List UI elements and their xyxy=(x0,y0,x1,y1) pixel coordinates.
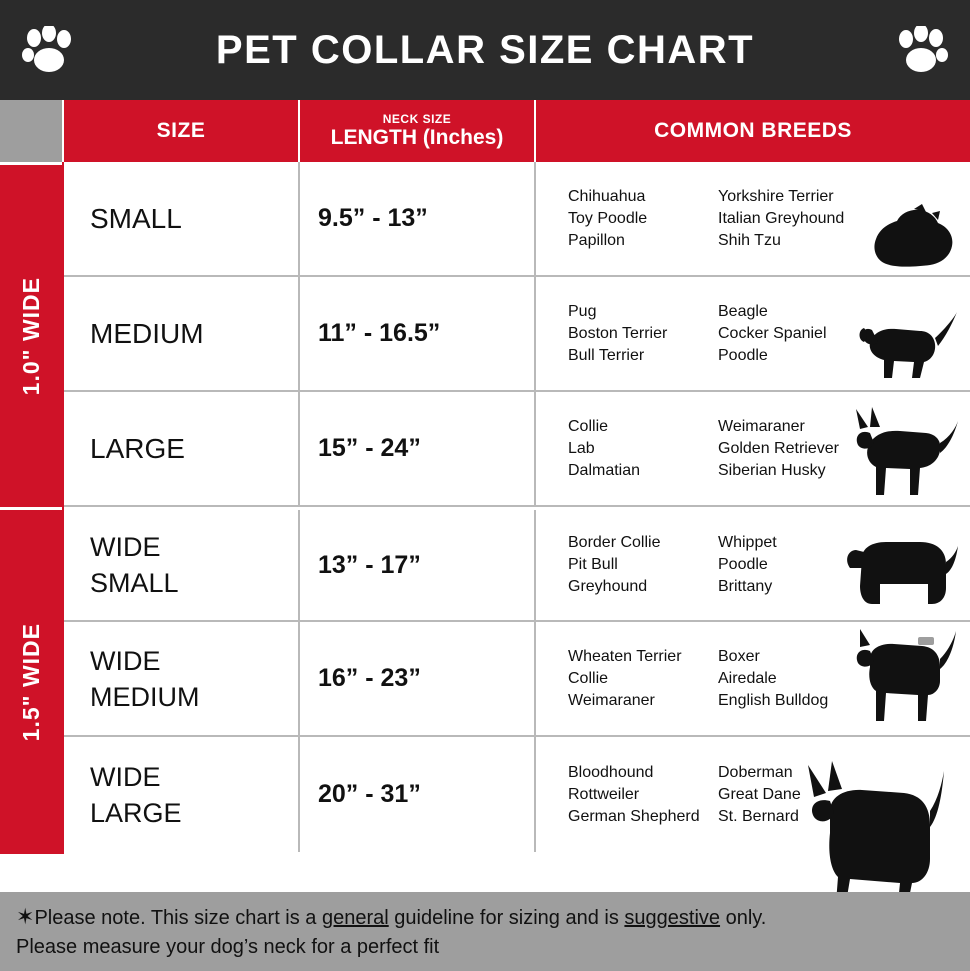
cell-length: 16” - 23” xyxy=(300,622,536,735)
footer-text-e: only. xyxy=(720,907,767,929)
cell-breeds xyxy=(536,392,970,505)
size-label: WIDE xyxy=(90,532,161,562)
column-header-breeds: COMMON BREEDS xyxy=(534,100,970,162)
breed-name: Italian Greyhound xyxy=(718,209,845,227)
breed-name: Poodle xyxy=(718,556,768,573)
size-label: WIDE xyxy=(90,761,161,792)
chart-header xyxy=(0,0,970,100)
breed-name: Yorkshire Terrier xyxy=(718,187,834,205)
cell-size xyxy=(64,392,300,505)
breed-name: Chihuahua xyxy=(568,187,646,205)
asterisk-icon: ✶ xyxy=(16,904,35,929)
breed-name: Bull Terrier xyxy=(568,346,645,364)
breed-column-left xyxy=(568,762,718,828)
breed-name: Golden Retriever xyxy=(718,439,839,457)
breed-name: Weimaraner xyxy=(568,691,655,709)
cell-length: 9.5” - 13” xyxy=(300,162,536,275)
size-label: WIDE xyxy=(90,645,161,676)
pomeranian-silhouette xyxy=(870,203,960,273)
cell-length: 11” - 16.5” xyxy=(300,277,536,390)
breed-name: Doberman xyxy=(718,763,793,781)
paw-print-icon xyxy=(22,26,76,74)
breed-name: Boston Terrier xyxy=(568,324,668,342)
size-label: LARGE xyxy=(90,432,185,464)
column-header-length-main: LENGTH (Inches) xyxy=(330,125,504,149)
breed-name: Greyhound xyxy=(568,578,648,595)
table-row xyxy=(64,392,970,507)
size-label: MEDIUM xyxy=(90,317,204,349)
breed-column-left xyxy=(568,301,718,367)
cell-length: 13” - 17” xyxy=(300,510,536,620)
breed-column-right xyxy=(718,646,868,712)
footer-note xyxy=(0,892,970,971)
cell-size xyxy=(64,622,300,735)
breed-name: Pit Bull xyxy=(568,556,618,573)
cell-size xyxy=(64,277,300,390)
cell-breeds xyxy=(536,510,970,620)
doberman-silhouette xyxy=(786,755,946,905)
breed-name: St. Bernard xyxy=(718,807,799,825)
breed-name: Siberian Husky xyxy=(718,461,826,479)
breed-name: Collie xyxy=(568,417,609,435)
breed-name: Cocker Spaniel xyxy=(718,324,827,342)
footer-text-c: guideline for sizing and is xyxy=(388,907,625,929)
breed-name: Shih Tzu xyxy=(718,231,781,249)
cell-length: 15” - 24” xyxy=(300,392,536,505)
breed-name: Collie xyxy=(568,669,609,687)
footer-line-2: Please measure your dog’s neck for a perfect fit xyxy=(16,936,440,958)
breed-column-right xyxy=(718,301,868,367)
footer-text-suggestive: suggestive xyxy=(624,907,721,929)
paw-print-icon xyxy=(894,26,948,74)
cell-size xyxy=(64,162,300,275)
footer-line-1 xyxy=(16,902,954,933)
page-title: PET COLLAR SIZE CHART xyxy=(215,27,755,72)
breed-name: Bloodhound xyxy=(568,763,654,781)
table-body xyxy=(0,162,970,854)
breed-name: Papillon xyxy=(568,231,625,249)
breed-column-left xyxy=(568,416,718,482)
column-header-length-caption: NECK SIZE xyxy=(382,111,452,126)
breed-name: Lab xyxy=(568,439,595,457)
width-group-label-1-inch-text: 1.0" WIDE xyxy=(17,276,44,396)
breed-column-right xyxy=(718,532,868,598)
width-group-label-1-5-inch xyxy=(0,507,62,854)
cell-length: 20” - 31” xyxy=(300,737,536,852)
size-table xyxy=(0,100,970,854)
table-row xyxy=(64,507,970,622)
breed-name: English Bulldog xyxy=(718,691,829,709)
cell-breeds xyxy=(536,162,970,275)
breed-column-left xyxy=(568,532,718,598)
breed-name: Beagle xyxy=(718,302,768,320)
table-row xyxy=(64,277,970,392)
breed-name: Brittany xyxy=(718,578,773,595)
breed-name: Airedale xyxy=(718,669,777,687)
breed-name: Boxer xyxy=(718,647,760,665)
breed-name: Weimaraner xyxy=(718,417,805,435)
footer-text-general: general xyxy=(322,907,389,929)
breed-column-right xyxy=(718,186,868,252)
size-label-line2: MEDIUM xyxy=(90,681,200,712)
size-label-line2: LARGE xyxy=(90,797,182,828)
table-row xyxy=(64,162,970,277)
table-header-corner xyxy=(0,100,62,162)
breed-name: Whippet xyxy=(718,534,777,551)
table-rows xyxy=(62,162,970,854)
breed-column-left xyxy=(568,186,718,252)
width-group-labels xyxy=(0,162,62,854)
breed-column-right xyxy=(718,416,868,482)
breed-column-left xyxy=(568,646,718,712)
breed-name: Border Collie xyxy=(568,534,661,551)
column-header-size: SIZE xyxy=(62,100,298,162)
breed-name: Toy Poodle xyxy=(568,209,648,227)
breed-name: Pug xyxy=(568,302,597,320)
breed-name: Great Dane xyxy=(718,785,801,803)
size-label: SMALL xyxy=(90,202,182,234)
table-row xyxy=(64,622,970,737)
cell-size xyxy=(64,510,300,620)
breed-name: Poodle xyxy=(718,346,768,364)
width-group-label-1-5-inch-text: 1.5" WIDE xyxy=(17,622,44,742)
cell-breeds xyxy=(536,622,970,735)
breed-name: German Shepherd xyxy=(568,807,700,825)
size-label-line2: SMALL xyxy=(90,568,179,598)
width-group-label-1-inch xyxy=(0,162,62,507)
breed-name: Dalmatian xyxy=(568,461,641,479)
breed-name: Rottweiler xyxy=(568,785,640,803)
breed-name: Wheaten Terrier xyxy=(568,647,682,665)
column-header-length xyxy=(298,100,534,162)
cell-size xyxy=(64,737,300,852)
table-header-row xyxy=(0,100,970,162)
footer-text-a: Please note. This size chart is a xyxy=(34,907,322,929)
cell-breeds xyxy=(536,277,970,390)
